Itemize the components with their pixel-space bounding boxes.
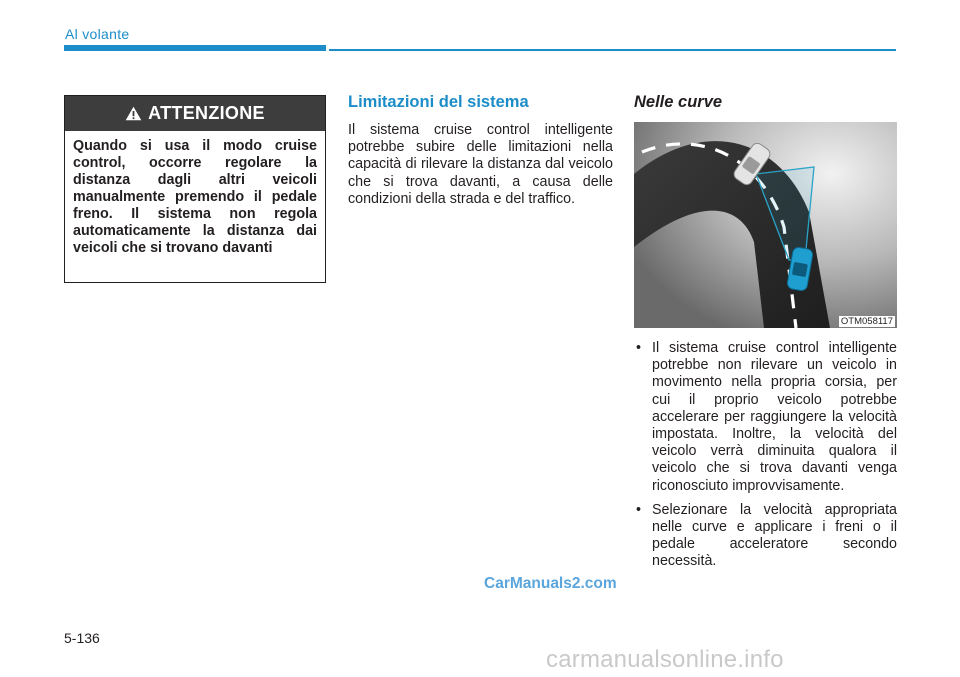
warning-title: ATTENZIONE (148, 103, 265, 123)
bullet-marker: • (636, 340, 642, 356)
header-rule-thick (64, 45, 326, 51)
footer-watermark: carmanualsonline.info (546, 646, 784, 673)
page-number: 5-136 (64, 630, 100, 646)
warning-header (65, 96, 325, 131)
bullet-marker: • (636, 501, 642, 518)
limitations-body: Il sistema cruise control intelligente potrebbe subire delle limitazioni nella capacità di rilevare la distanza dal veicolo che si trova davanti, a causa delle condizioni della strada e del traffico. (348, 122, 613, 207)
curves-heading: Nelle curve (634, 93, 723, 111)
warning-triangle-icon (125, 106, 142, 121)
header-rule-thin (329, 49, 896, 51)
curves-bullet-list (634, 340, 897, 578)
watermark-link[interactable]: CarManuals2.com (484, 575, 617, 592)
bullet-text: Il sistema cruise control intelligente potrebbe non rilevare un veicolo in movimento nella propria corsia, per cui il proprio veicolo potrebbe accelerare per raggiungere la velocità impostata. Inoltre, la velocità del veicolo verrà diminuita qualora il veicolo che si trova davanti venga riconosciuto improvvisamente. (652, 340, 897, 494)
warning-box (64, 95, 326, 283)
section-title: Al volante (65, 26, 130, 42)
bullet-text: Selezionare la velocità appropriata nelle curve e applicare i freni o il pedale acceleratore secondo necessità. (652, 501, 897, 570)
warning-text: Quando si usa il modo cruise control, occorre regolare la distanza dagli altri veicoli manualmente premendo il pedale freno. Il sistema non regola automaticamente la distanza dai veicoli che si trovano davanti (73, 138, 317, 256)
list-item (634, 502, 897, 571)
curve-illustration (634, 122, 897, 328)
figure-code: OTM058117 (840, 316, 893, 327)
list-item (634, 340, 897, 495)
limitations-heading: Limitazioni del sistema (348, 93, 529, 111)
